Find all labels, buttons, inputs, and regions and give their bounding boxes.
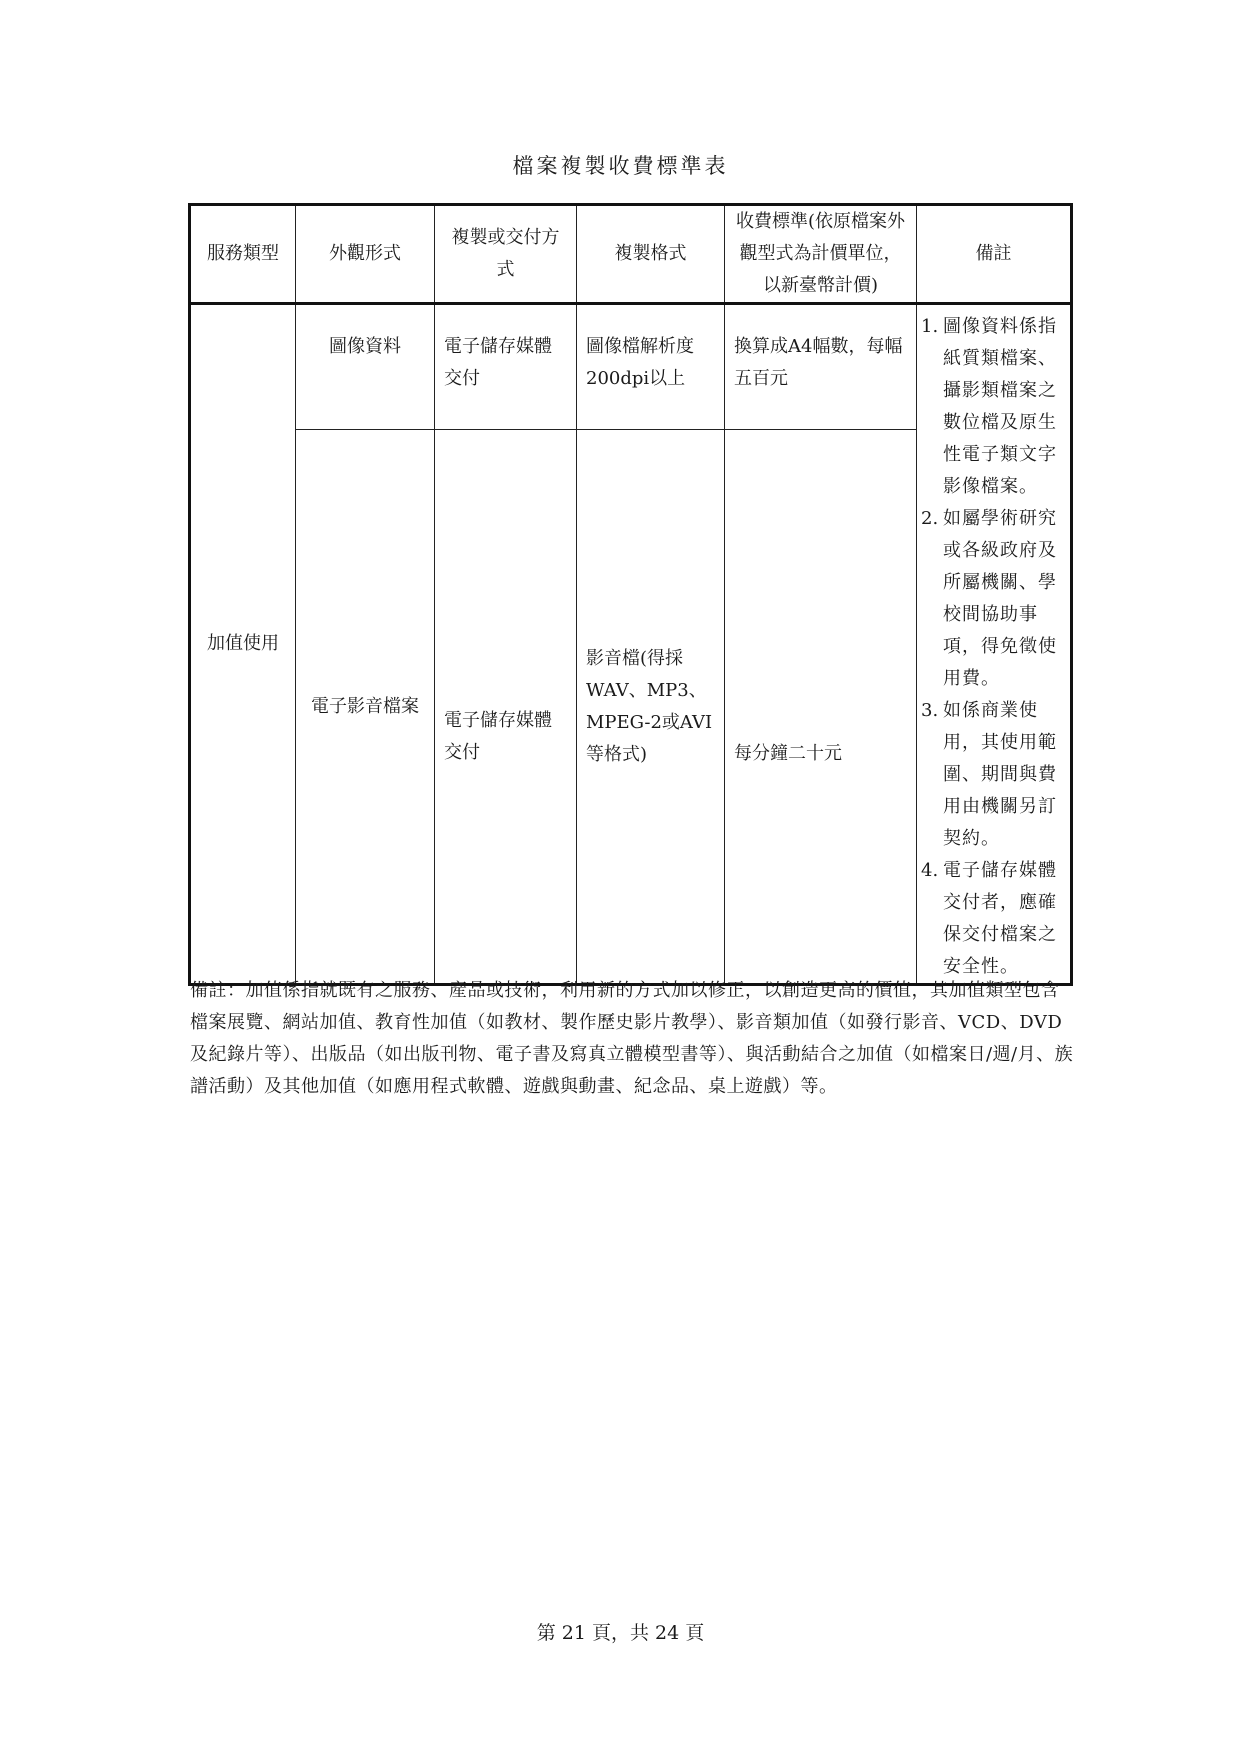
table-header-row [190, 205, 1072, 304]
table-row [190, 304, 1072, 430]
header-fee: 收費標準(依原檔案外觀型式為計價單位，以新臺幣計價) [725, 205, 917, 304]
remark-item [921, 311, 1061, 503]
service-type-cell: 加值使用 [190, 304, 296, 985]
header-appearance: 外觀形式 [296, 205, 435, 304]
delivery-cell: 電子儲存媒體交付 [435, 430, 577, 985]
fee-cell: 換算成A4幅數，每幅五百元 [725, 304, 917, 430]
format-cell: 影音檔(得採WAV、MP3、MPEG-2或AVI等格式) [577, 430, 725, 985]
remark-text: 圖像資料係指紙質類檔案、攝影類檔案之數位檔及原生性電子類文字影像檔案。 [943, 316, 1057, 497]
remark-text: 如屬學術研究或各級政府及所屬機關、學校間協助事項，得免徵使用費。 [943, 508, 1057, 689]
remark-number: 1. [921, 316, 939, 337]
footnote: 備註：加值係指就既有之服務、產品或技術，利用新的方式加以修正，以創造更高的價值，其加值類型包含檔案展覽、網站加值、教育性加值（如教材、製作歷史影片教學）、影音類加值（如發行影音、VCD、DVD及紀錄片等）、出版品（如出版刊物、電子書及寫真立體模型書等）、與活動結合之加值（如檔案日/週/月、族譜活動）及其他加值（如應用程式軟體、遊戲與動畫、紀念品、桌上遊戲）等。 [190, 980, 1074, 1097]
remark-item [921, 503, 1061, 695]
header-service-type: 服務類型 [190, 205, 296, 304]
header-format: 複製格式 [577, 205, 725, 304]
remark-text: 如係商業使用，其使用範圍、期間與費用由機關另訂契約。 [943, 700, 1057, 849]
header-remarks: 備註 [917, 205, 1072, 304]
remarks-list [921, 311, 1061, 983]
fee-cell: 每分鐘二十元 [725, 430, 917, 985]
page-number: 第 21 頁，共 24 頁 [536, 1622, 705, 1644]
header-delivery: 複製或交付方式 [435, 205, 577, 304]
remark-item [921, 695, 1061, 855]
remark-number: 4. [921, 860, 939, 881]
remark-text: 電子儲存媒體交付者，應確保交付檔案之安全性。 [943, 860, 1057, 977]
appearance-cell: 電子影音檔案 [296, 430, 435, 985]
format-cell: 圖像檔解析度200dpi以上 [577, 304, 725, 430]
remark-number: 2. [921, 508, 939, 529]
remark-number: 3. [921, 700, 939, 721]
delivery-cell: 電子儲存媒體交付 [435, 304, 577, 430]
fee-table [188, 203, 1073, 986]
document-title: 檔案複製收費標準表 [512, 154, 729, 178]
remarks-cell [917, 304, 1072, 985]
remark-item [921, 855, 1061, 983]
appearance-cell: 圖像資料 [296, 304, 435, 430]
